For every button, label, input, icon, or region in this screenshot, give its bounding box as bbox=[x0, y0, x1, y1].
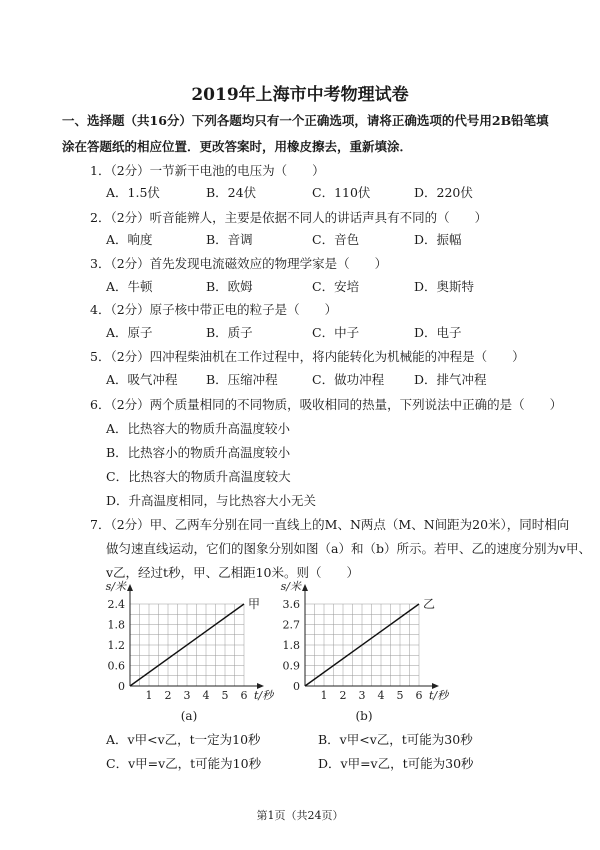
question-1-option-a: A．1.5伏 bbox=[106, 185, 160, 200]
section-instructions-line2: 涂在答题纸的相应位置．更改答案时，用橡皮擦去，重新填涂． bbox=[62, 139, 413, 154]
question-1-option-b: B．24伏 bbox=[206, 185, 257, 200]
question-2-option-a: A．响度 bbox=[106, 232, 153, 247]
chart-a-x-tick-label: 3 bbox=[183, 689, 191, 702]
chart-b-x-tick-label: 3 bbox=[358, 689, 366, 702]
question-1-option-c: C．110伏 bbox=[312, 185, 371, 200]
chart-b-x-tick-label: 4 bbox=[377, 689, 385, 702]
chart-a-x-tick-label: 5 bbox=[221, 689, 229, 702]
page-title: 2019年上海市中考物理试卷 bbox=[191, 85, 409, 105]
question-2-stem: 2．（2分）听音能辨人，主要是依据不同人的讲话声具有不同的（ ） bbox=[90, 210, 488, 225]
question-3-option-c: C．安培 bbox=[312, 279, 360, 294]
question-5-option-a: A．吸气冲程 bbox=[106, 372, 178, 387]
question-7-option-d: D．v甲=v乙，t可能为30秒 bbox=[318, 756, 474, 771]
question-5-option-b: B．压缩冲程 bbox=[206, 372, 278, 387]
chart-b-y-tick-label: 1.8 bbox=[282, 639, 300, 652]
page-footer: 第1页（共24页） bbox=[256, 809, 344, 822]
chart-b-y-tick-label: 2.7 bbox=[282, 618, 300, 632]
question-7-option-a: A．v甲<v乙，t一定为10秒 bbox=[106, 732, 261, 747]
chart-b-series-label: 乙 bbox=[423, 597, 436, 611]
chart-a bbox=[100, 578, 300, 728]
chart-a-x-tick-label: 6 bbox=[240, 689, 248, 702]
question-6-option-b: B．比热容小的物质升高温度较小 bbox=[106, 445, 291, 460]
section-instructions-line1: 一、选择题（共16分）下列各题均只有一个正确选项，请将正确选项的代号用2B铅笔填 bbox=[62, 113, 549, 128]
question-3-stem: 3．（2分）首先发现电流磁效应的物理学家是（ ） bbox=[90, 256, 388, 271]
chart-a-x-axis-label: t/秒 bbox=[254, 689, 274, 702]
chart-a-x-tick-label: 1 bbox=[145, 689, 153, 702]
chart-a-y-tick-label: 0 bbox=[118, 680, 125, 693]
question-2-option-d: D．振幅 bbox=[414, 232, 462, 247]
question-1-stem: 1．（2分）一节新干电池的电压为（ ） bbox=[90, 163, 325, 178]
chart-a-x-tick-label: 4 bbox=[202, 689, 210, 702]
chart-b-y-tick-label: 3.6 bbox=[282, 598, 300, 611]
chart-b-y-tick-label: 0 bbox=[293, 680, 300, 693]
question-7-stem-line2: 做匀速直线运动，它们的图象分别如图（a）和（b）所示。若甲、乙的速度分别为v甲、 bbox=[106, 541, 592, 556]
chart-b-y-axis-label: s/米 bbox=[280, 580, 301, 593]
question-5-option-d: D．排气冲程 bbox=[414, 372, 487, 387]
chart-b-x-tick-label: 1 bbox=[320, 689, 328, 702]
question-4-option-d: D．电子 bbox=[414, 325, 462, 340]
question-2-option-b: B．音调 bbox=[206, 232, 253, 247]
chart-a-x-tick-label: 2 bbox=[164, 689, 172, 702]
question-5-option-c: C．做功冲程 bbox=[312, 372, 385, 387]
chart-b bbox=[275, 578, 475, 728]
question-4-option-b: B．质子 bbox=[206, 325, 253, 340]
question-3-option-b: B．欧姆 bbox=[206, 279, 253, 294]
question-6-option-a: A．比热容大的物质升高温度较小 bbox=[106, 421, 291, 436]
question-4-option-a: A．原子 bbox=[106, 325, 153, 340]
question-7-stem-line3: v乙，经过t秒，甲、乙相距10米。则（ ） bbox=[106, 565, 359, 580]
chart-a-y-axis-label: s/米 bbox=[105, 580, 126, 593]
question-2-option-c: C．音色 bbox=[312, 232, 360, 247]
question-4-stem: 4．（2分）原子核中带正电的粒子是（ ） bbox=[90, 302, 338, 317]
chart-b-y-tick-label: 0.9 bbox=[282, 659, 300, 673]
chart-a-y-tick-label: 1.8 bbox=[107, 618, 125, 632]
question-6-option-c: C．比热容大的物质升高温度较大 bbox=[106, 469, 291, 484]
chart-a-y-arrow bbox=[127, 584, 133, 591]
chart-b-x-tick-label: 5 bbox=[396, 689, 404, 702]
chart-b-x-tick-label: 6 bbox=[415, 689, 423, 702]
question-7-stem-line1: 7．（2分）甲、乙两车分别在同一直线上的M、N两点（M、N间距为20米），同时相向 bbox=[90, 517, 570, 532]
question-7-option-c: C．v甲=v乙，t可能为10秒 bbox=[106, 756, 262, 771]
chart-a-y-tick-label: 0.6 bbox=[107, 659, 125, 673]
chart-a-series-label: 甲 bbox=[248, 597, 261, 611]
question-6-option-d: D．升高温度相同，与比热容大小无关 bbox=[106, 493, 317, 508]
chart-b-y-arrow bbox=[302, 584, 308, 591]
question-7-option-b: B．v甲<v乙，t可能为30秒 bbox=[318, 732, 473, 747]
chart-a-y-tick-label: 2.4 bbox=[107, 598, 125, 611]
question-4-option-c: C．中子 bbox=[312, 325, 360, 340]
question-6-stem: 6．（2分）两个质量相同的不同物质，吸收相同的热量，下列说法中正确的是（ ） bbox=[90, 397, 563, 412]
chart-b-x-tick-label: 2 bbox=[339, 689, 347, 702]
question-1-option-d: D．220伏 bbox=[414, 185, 473, 200]
question-3-option-d: D．奥斯特 bbox=[414, 279, 475, 294]
question-5-stem: 5．（2分）四冲程柴油机在工作过程中，将内能转化为机械能的冲程是（ ） bbox=[90, 349, 525, 364]
chart-b-x-axis-label: t/秒 bbox=[429, 689, 449, 702]
chart-a-y-tick-label: 1.2 bbox=[107, 639, 125, 652]
question-3-option-a: A．牛顿 bbox=[106, 279, 153, 294]
chart-a-figure-label: (a) bbox=[180, 709, 198, 723]
chart-b-figure-label: (b) bbox=[355, 709, 373, 723]
